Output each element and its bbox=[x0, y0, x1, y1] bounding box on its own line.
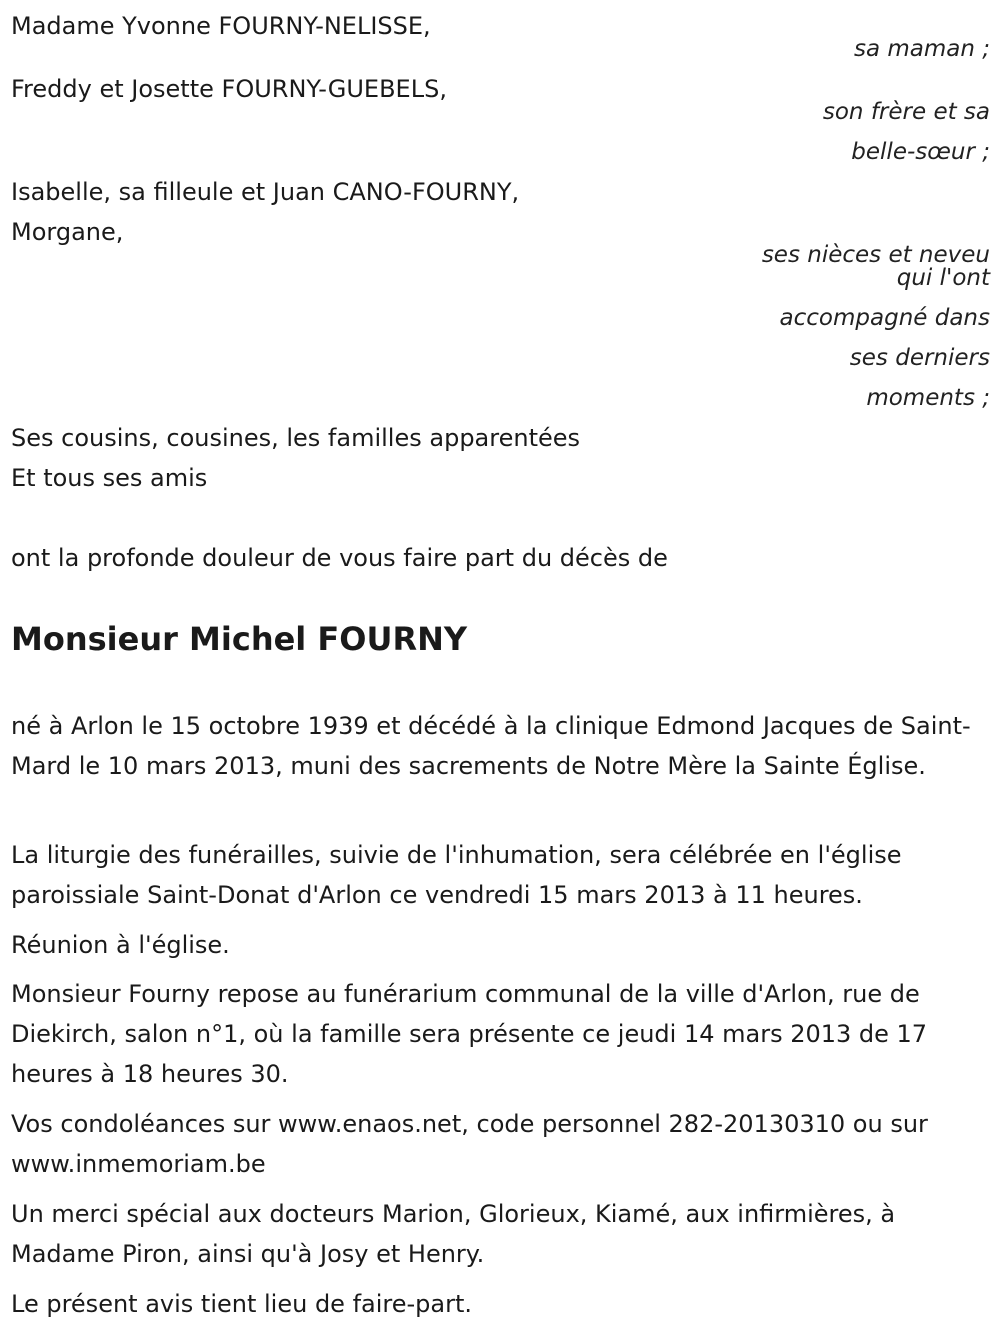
brother-names: Freddy et Josette FOURNY-GUEBELS, bbox=[11, 75, 447, 103]
deceased-name-heading: Monsieur Michel FOURNY bbox=[11, 620, 468, 658]
liturgy-paragraph: La liturgie des funérailles, suivie de l'inhumation, sera célébrée en l'église paroissiale Saint-Donat d'Arlon ce vendredi 15 mars 2013 à 11 heures. bbox=[11, 841, 902, 909]
niece-role-line-3: accompagné dans bbox=[779, 305, 990, 331]
funerarium-paragraph: Monsieur Fourny repose au funérarium communal de la ville d'Arlon, rue de Diekirch, salon n°1, où la famille sera présente ce jeudi 14 mars 2013 de 17 heures à 18 heures 30. bbox=[11, 980, 928, 1088]
thanks-paragraph: Un merci spécial aux docteurs Marion, Glorieux, Kiamé, aux infirmières, à Madame Piron, ainsi qu'à Josy et Henry. bbox=[11, 1200, 896, 1268]
friends-line: Et tous ses amis bbox=[11, 464, 208, 492]
niece-role-line-4: ses derniers bbox=[849, 345, 990, 371]
niece-names-line-1: Isabelle, sa filleule et Juan CANO-FOURNY, bbox=[11, 178, 520, 206]
niece-names-line-2: Morgane, bbox=[11, 218, 124, 246]
birth-death-paragraph: né à Arlon le 15 octobre 1939 et décédé à la clinique Edmond Jacques de Saint-Mard le 10 mars 2013, muni des sacrements de Notre Mère la Sainte Église. bbox=[11, 712, 971, 780]
brother-role-line-1: son frère et sa bbox=[822, 99, 990, 125]
niece-role-line-5: moments ; bbox=[866, 385, 990, 411]
mother-role: sa maman ; bbox=[853, 36, 990, 62]
meeting-paragraph: Réunion à l'église. bbox=[11, 931, 230, 959]
brother-role-line-2: belle-sœur ; bbox=[851, 139, 990, 165]
mother-name: Madame Yvonne FOURNY-NELISSE, bbox=[11, 12, 431, 40]
notice-paragraph: Le présent avis tient lieu de faire-part. bbox=[11, 1290, 473, 1318]
niece-role-line-1: ses nièces et neveu bbox=[761, 242, 990, 268]
cousins-line: Ses cousins, cousines, les familles apparentées bbox=[11, 424, 581, 452]
announcement-line: ont la profonde douleur de vous faire part du décès de bbox=[11, 544, 668, 572]
condolences-paragraph: Vos condoléances sur www.enaos.net, code personnel 282-20130310 ou sur www.inmemoriam.be bbox=[11, 1110, 928, 1178]
niece-role-line-2: qui l'ont bbox=[896, 265, 990, 291]
